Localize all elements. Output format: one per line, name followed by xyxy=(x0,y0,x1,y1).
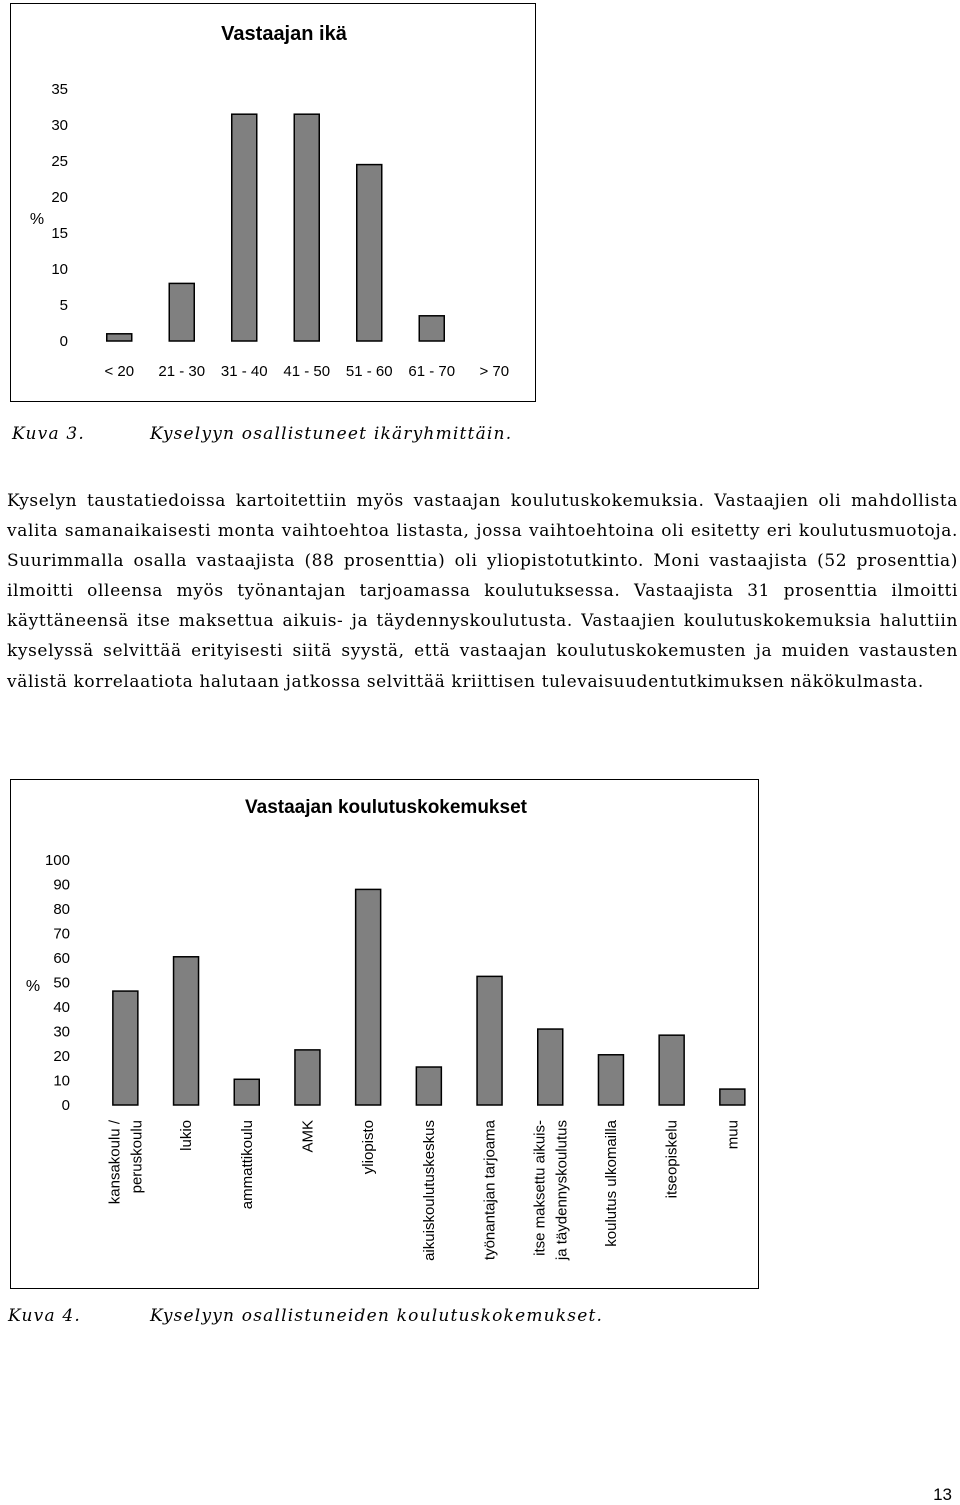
y-tick-label: 20 xyxy=(51,189,68,206)
body-paragraph xyxy=(7,486,958,697)
x-tick-label: aikuiskoulutuskeskus xyxy=(420,1120,438,1261)
y-tick-label: 90 xyxy=(53,876,70,894)
bar xyxy=(477,976,502,1105)
bar xyxy=(598,1055,623,1105)
figure-caption-text: Kyselyyn osallistuneet ikäryhmittäin. xyxy=(150,424,513,444)
y-tick-label: 20 xyxy=(53,1048,70,1065)
y-tick-label: 5 xyxy=(59,297,68,314)
x-tick-label: 61 - 70 xyxy=(408,363,456,380)
bar xyxy=(659,1035,684,1105)
x-tick-label: ammattikoulu xyxy=(238,1120,256,1210)
figure-caption-text: Kyselyyn osallistuneiden koulutuskokemukset. xyxy=(150,1306,604,1326)
x-tick-label: 41 - 50 xyxy=(283,363,331,380)
y-tick-label: 30 xyxy=(51,117,68,134)
y-axis-label: % xyxy=(29,211,45,228)
bar xyxy=(538,1029,563,1105)
age-chart-frame xyxy=(10,3,536,402)
age-bar-chart xyxy=(11,4,535,401)
bar xyxy=(419,316,444,341)
x-tick-label: AMK xyxy=(299,1120,317,1153)
y-tick-label: 50 xyxy=(53,974,70,992)
y-tick-label: 0 xyxy=(61,1097,70,1114)
y-tick-label: 30 xyxy=(53,1023,70,1041)
chart-title: Vastaajan koulutuskokemukset xyxy=(245,797,527,818)
bar xyxy=(107,334,132,341)
y-tick-label: 15 xyxy=(51,225,68,242)
bar xyxy=(294,114,319,341)
y-tick-label: 10 xyxy=(53,1072,70,1090)
bar xyxy=(356,889,381,1105)
y-tick-label: 35 xyxy=(51,81,68,98)
x-tick-label: työnantajan tarjoama xyxy=(481,1120,499,1261)
chart-title: Vastaajan ikä xyxy=(221,23,347,45)
y-tick-label: 40 xyxy=(53,999,70,1016)
x-tick-label: yliopisto xyxy=(360,1120,378,1175)
bar xyxy=(169,283,194,341)
x-tick-label: muu xyxy=(724,1120,742,1150)
figure-caption-label: Kuva 4. xyxy=(8,1306,82,1326)
bar xyxy=(295,1050,320,1105)
y-axis-label: % xyxy=(25,978,41,995)
bar xyxy=(416,1067,441,1105)
y-tick-label: 60 xyxy=(53,950,70,967)
y-tick-label: 10 xyxy=(51,261,68,278)
education-chart-frame xyxy=(10,779,759,1289)
bar xyxy=(234,1079,259,1105)
x-tick-label: 31 - 40 xyxy=(220,363,268,380)
bar xyxy=(174,957,199,1105)
y-tick-label: 25 xyxy=(51,153,68,170)
figure-caption-label: Kuva 3. xyxy=(12,424,86,444)
y-tick-label: 80 xyxy=(53,901,70,918)
x-tick-label: itseopiskelu xyxy=(663,1120,681,1199)
x-tick-label: kansakoulu / peruskoulu xyxy=(106,1120,146,1205)
bar xyxy=(720,1089,745,1105)
x-tick-label: 51 - 60 xyxy=(345,363,393,380)
x-tick-label: > 70 xyxy=(479,363,510,380)
education-bar-chart xyxy=(11,780,758,1288)
y-tick-label: 70 xyxy=(53,925,70,943)
paragraph-text: Kyselyn taustatiedoissa kartoitettiin myös vastaajan koulutuskokemuksia. Vastaajien oli mahdollista valita samanaikaisesti monta vaihtoehtoa listasta, jossa vaihtoehtoina oli esitetty eri koulutusmuotoja. Suurimmalla osalla vastaajista (88 prosenttia) oli yliopistotutkinto. Moni vastaajista (52 prosenttia) ilmoitti olleensa myös työnantajan tarjoamassa koulutuksessa. Vastaajista 31 prosenttia ilmoitti käyttäneensä itse maksettua aikuis- ja täydennyskoulutusta. Vastaajien koulutuskokemuksia haluttiin kyselyssä selvittää erityisesti siitä syystä, että vastaajan koulutuskokemusten ja muiden vastausten välistä korrelaatiota halutaan jatkossa selvittää kriittisen tulevaisuudentutkimuksen näkökulmasta. xyxy=(7,491,958,692)
x-tick-label: < 20 xyxy=(104,363,135,380)
bar xyxy=(232,114,257,341)
x-tick-label: lukio xyxy=(178,1120,196,1151)
page-number: 13 xyxy=(933,1485,952,1504)
bar xyxy=(113,991,138,1105)
x-tick-label: koulutus ulkomailla xyxy=(602,1120,620,1247)
bar xyxy=(357,165,382,341)
x-tick-label: itse maksettu aikuis- ja täydennyskoulutus xyxy=(531,1120,571,1261)
y-tick-label: 0 xyxy=(59,333,68,350)
y-tick-label: 100 xyxy=(44,852,70,869)
x-tick-label: 21 - 30 xyxy=(158,363,206,380)
